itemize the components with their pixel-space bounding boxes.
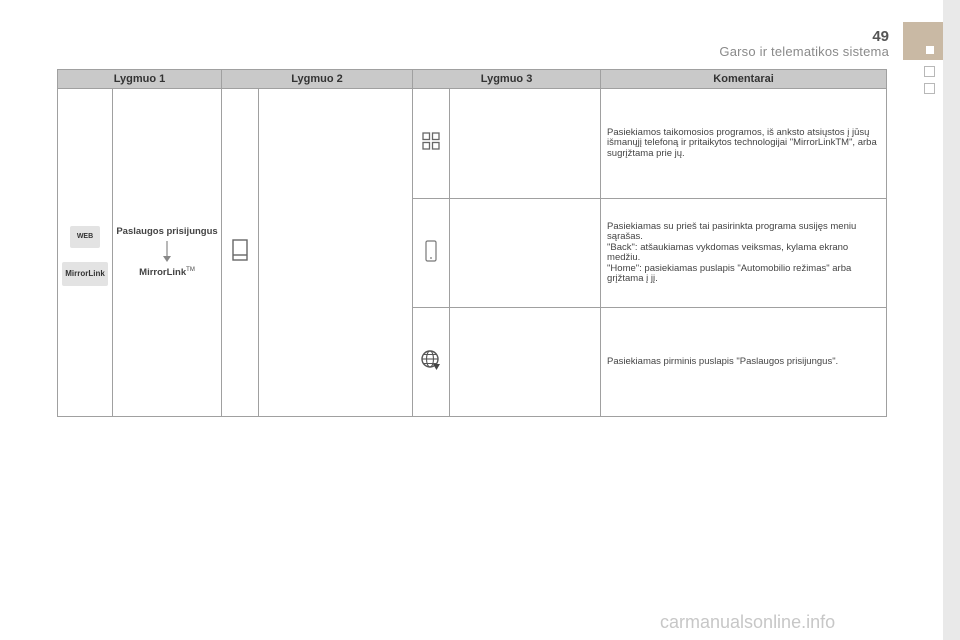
level1-icons-cell (58, 89, 113, 417)
level3-blank-cell (450, 199, 601, 308)
comment-cell (601, 199, 887, 308)
column-header: Lygmuo 2 (222, 70, 413, 89)
tablet-icon[interactable] (231, 239, 249, 261)
level2-icon-cell (222, 89, 259, 417)
column-header: Lygmuo 3 (413, 70, 601, 89)
watermark: carmanualsonline.info (660, 612, 836, 632)
level3-icon-cell (413, 199, 450, 308)
chapter-tab[interactable] (903, 22, 943, 60)
level1-title: Paslaugos prisijungus (116, 225, 218, 237)
web-icon: WEB (70, 226, 100, 248)
comment-text: Pasiekiamas pirminis puslapis "Paslaugos prisijungus". (607, 355, 839, 367)
page-number: 49 (872, 28, 889, 45)
comment-text: Pasiekiamos taikomosios programos, iš anksto atsiųstos į jūsų išmanųjį telefoną ir pritaikytos technologijai "MirrorLinkTM", arba sugrįžtama prie jų. (607, 126, 877, 159)
trademark-mark: TM (186, 266, 195, 273)
level1-label-cell (113, 89, 222, 417)
column-header: Lygmuo 1 (58, 70, 222, 89)
chapter-tab-empty[interactable] (924, 83, 935, 94)
chapter-tab-marker (926, 46, 934, 54)
level3-blank-cell (450, 89, 601, 199)
level3-icon-cell (413, 308, 450, 417)
level1-subtitle: MirrorLink (139, 267, 187, 279)
table-header-row (58, 70, 887, 89)
comment-cell (601, 89, 887, 199)
smartphone-icon[interactable] (424, 240, 438, 262)
globe-icon[interactable] (420, 349, 442, 371)
level2-blank-cell (259, 89, 413, 417)
table-row (58, 89, 887, 199)
levels-table (57, 69, 887, 417)
section-title: Garso ir telematikos sistema (719, 44, 889, 59)
comment-cell (601, 308, 887, 417)
mirrorlink-logo-icon: MirrorLink (62, 262, 108, 286)
comment-text: Pasiekiamas su prieš tai pasirinkta programa susijęs meniu sąrašas. "Back": atšaukiamas vykdomas veiksmas, kylama ekrano medžiu. "Home": pasiekiamas puslapis "Automobilio režimas" arba grįžtama į jį. (607, 220, 857, 284)
grid-apps-icon[interactable] (422, 132, 440, 150)
level3-blank-cell (450, 308, 601, 417)
arrow-down-icon (162, 241, 172, 263)
chapter-tab-empty[interactable] (924, 66, 935, 77)
right-margin-strip (943, 0, 960, 640)
column-header: Komentarai (601, 70, 887, 89)
level3-icon-cell (413, 89, 450, 199)
